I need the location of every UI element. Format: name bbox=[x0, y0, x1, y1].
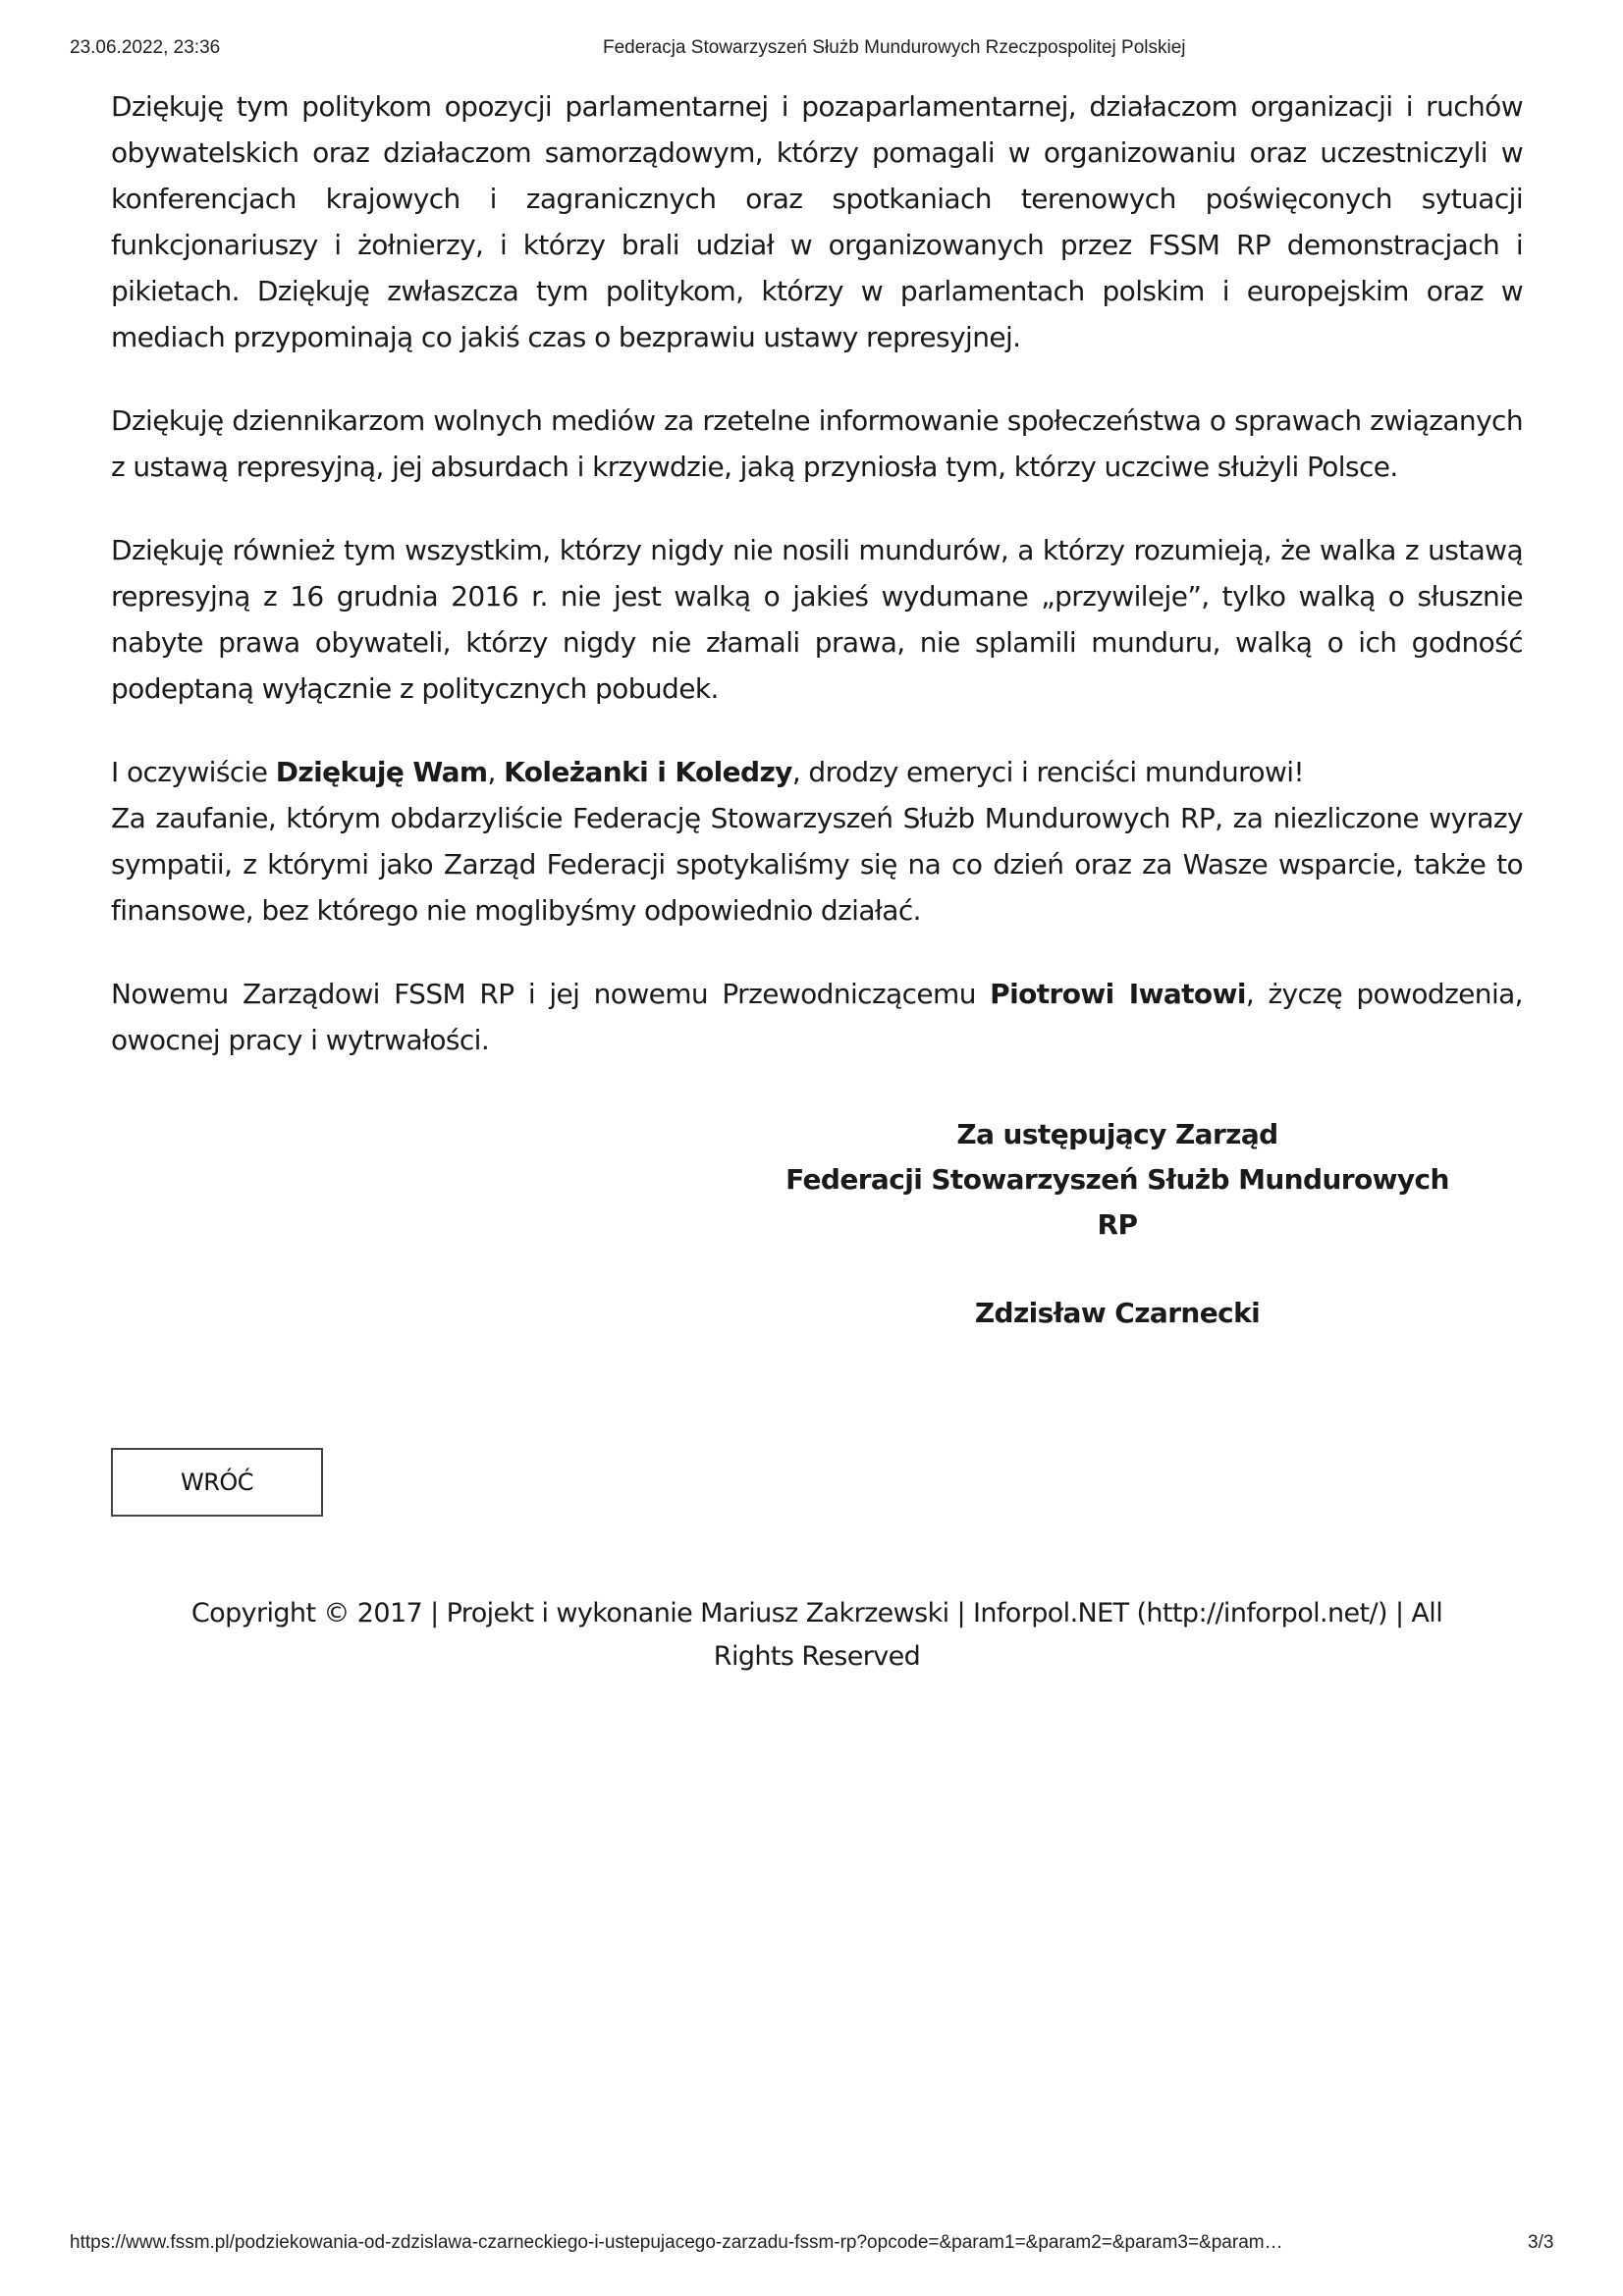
paragraph-thanks-members bbox=[111, 749, 1523, 934]
paragraph-wishes bbox=[111, 971, 1523, 1063]
signature-block bbox=[779, 1112, 1456, 1336]
thanks-bold-2: Koleżanki i Koledzy bbox=[504, 756, 792, 788]
thanks-intro: I oczywiście bbox=[111, 756, 276, 788]
wishes-after: , życzę powodzenia, owocnej pracy i wytrwałości. bbox=[111, 978, 1523, 1056]
print-page-title: Federacja Stowarzyszeń Służb Mundurowych Rzeczpospolitej Polskiej bbox=[603, 37, 1186, 58]
thanks-rest: , drodzy emeryci i renciści mundurowi! bbox=[791, 756, 1305, 788]
print-url: https://www.fssm.pl/podziekowania-od-zdzislawa-czarneckiego-i-ustepujacego-zarzadu-fssm-rp?opcode=&param1=&param2=&param3=&param… bbox=[70, 2232, 1283, 2253]
signature-line-1: Za ustępujący Zarząd bbox=[956, 1118, 1278, 1150]
wishes-bold-name: Piotrowi Iwatowi bbox=[990, 978, 1246, 1010]
paragraph-politicians: Dziękuję tym politykom opozycji parlamentarnej i pozaparlamentarnej, działaczom organizacji i ruchów obywatelskich oraz działaczom samorządowym, którzy pomagali w organizowaniu oraz uczestniczyli w konferencjach krajowych i zagranicznych oraz spotkaniach terenowych poświęconych sytuacji funkcjonariuszy i żołnierzy, i którzy brali udział w organizowanych przez FSSM RP demonstracjach i pikietach. Dziękuję zwłaszcza tym politykom, którzy w parlamentach polskim i europejskim oraz w mediach przypominają co jakiś czas o bezprawiu ustawy represyjnej. bbox=[111, 90, 1523, 353]
paragraph-civilians: Dziękuję również tym wszystkim, którzy nigdy nie nosili mundurów, a którzy rozumieją, że walka z ustawą represyjną z 16 grudnia 2016 r. nie jest walką o jakieś wydumane „przywileje”, tylko walką o słusznie nabyte prawa obywateli, którzy nigdy nie złamali prawa, nie splamili munduru, walką o ich godność podeptaną wyłącznie z politycznych pobudek. bbox=[111, 534, 1523, 705]
print-header bbox=[0, 37, 1623, 67]
thanks-line-2: Za zaufanie, którym obdarzyliście Federację Stowarzyszeń Służb Mundurowych RP, za niezliczone wyrazy sympatii, z którymi jako Zarząd Federacji spotykaliśmy się na co dzień oraz za Wasze wsparcie, także to finansowe, bez którego nie moglibyśmy odpowiednio działać. bbox=[111, 802, 1523, 927]
signature-name: Zdzisław Czarnecki bbox=[974, 1297, 1261, 1329]
article-content bbox=[111, 83, 1523, 1336]
page-number: 3/3 bbox=[1528, 2232, 1554, 2253]
paragraph-journalists: Dziękuję dziennikarzom wolnych mediów za rzetelne informowanie społeczeństwa o sprawach związanych z ustawą represyjną, jej absurdach i krzywdzie, jaką przyniosła tym, którzy uczciwe służyli Polsce. bbox=[111, 404, 1523, 483]
copyright-line-2: Rights Reserved bbox=[713, 1641, 921, 1672]
thanks-bold-1: Dziękuję Wam bbox=[275, 756, 488, 788]
back-button[interactable]: WRÓĆ bbox=[111, 1448, 323, 1517]
print-datetime: 23.06.2022, 23:36 bbox=[70, 37, 221, 58]
signature-line-2: Federacji Stowarzyszeń Służb Mundurowych RP bbox=[785, 1163, 1449, 1241]
copyright-footer bbox=[111, 1592, 1523, 1679]
print-footer bbox=[0, 2232, 1623, 2262]
wishes-before: Nowemu Zarządowi FSSM RP i jej nowemu Przewodniczącemu bbox=[111, 978, 991, 1010]
copyright-line-1: Copyright © 2017 | Projekt i wykonanie Mariusz Zakrzewski | Inforpol.NET (http://inforpol.net/) | All bbox=[190, 1598, 1443, 1629]
thanks-sep: , bbox=[487, 756, 505, 788]
